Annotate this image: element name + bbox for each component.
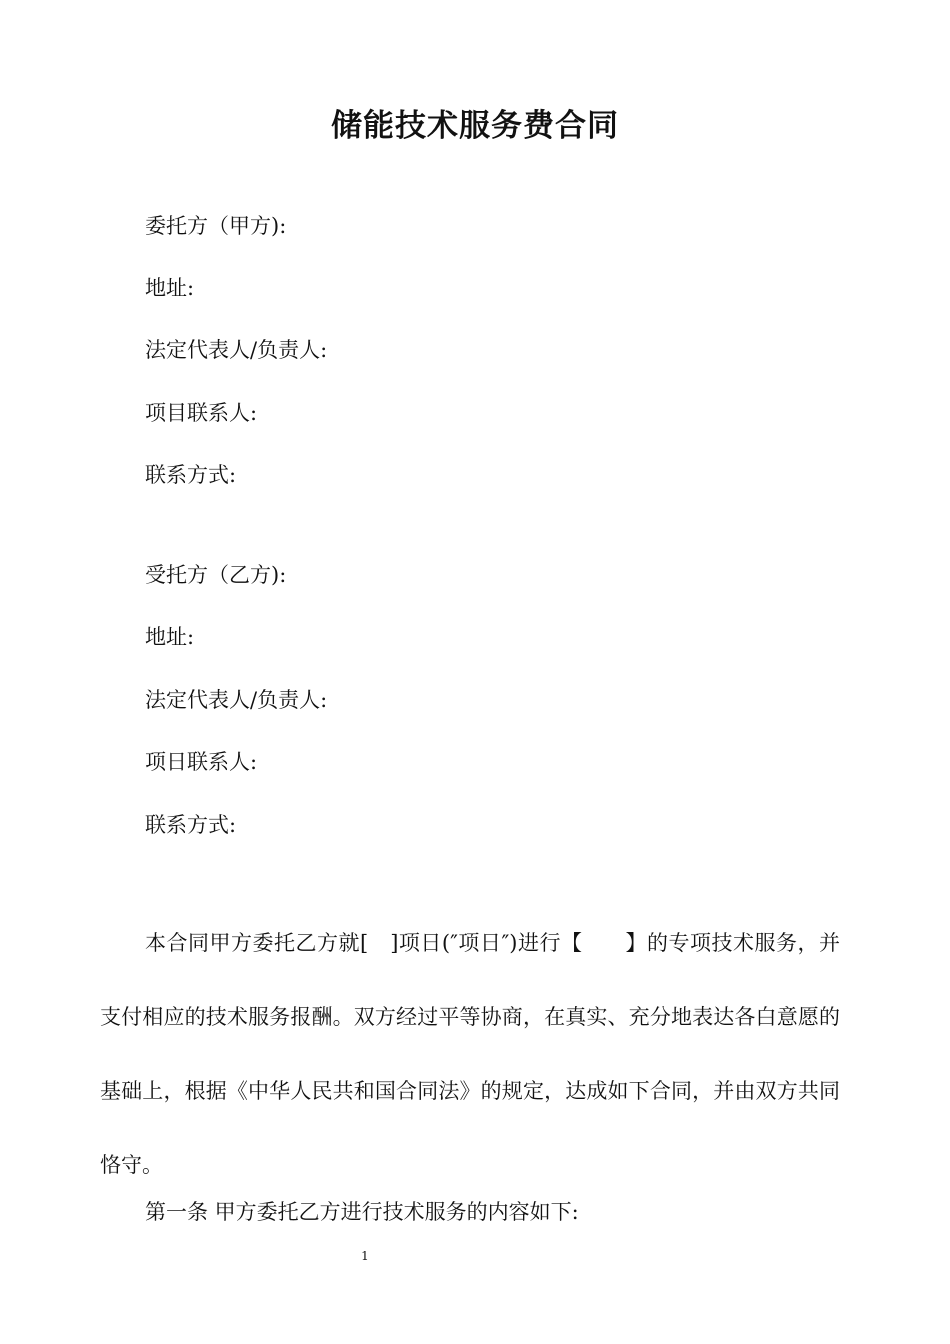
party-a-contact-method: 联系方式: (145, 463, 237, 487)
page-number: 1 (361, 1249, 369, 1263)
party-b-legal-rep: 法定代表人/负责人: (145, 688, 328, 712)
preamble-paragraph: 本合同甲方委托乙方就[ ]项日(″项日″)进行【 】的专项技术服务，并支付相应的技术服务报酬。双方经过平等协商，在真实、充分地表达各白意愿的基础上，根据《中华人民共和国合同法》的规定，达成如下合同，并由双方共同恪守。 (100, 931, 840, 1177)
party-a-legal-rep: 法定代表人/负责人: (145, 338, 328, 362)
party-b-address: 地址: (145, 625, 195, 649)
party-a-heading: 委托方（甲方): (145, 214, 287, 238)
article-1-heading: 第一条 甲方委托乙方进行技术服务的内容如下: (145, 1200, 579, 1224)
party-b-contact-method: 联系方式: (145, 813, 237, 837)
party-a-address: 地址: (145, 276, 195, 300)
party-b-project-contact: 项日联系人: (145, 750, 258, 774)
party-a-project-contact: 项目联系人: (145, 401, 258, 425)
party-b-heading: 受托方（乙方): (145, 563, 287, 587)
document-title: 储能技术服务费合同 (331, 108, 619, 144)
